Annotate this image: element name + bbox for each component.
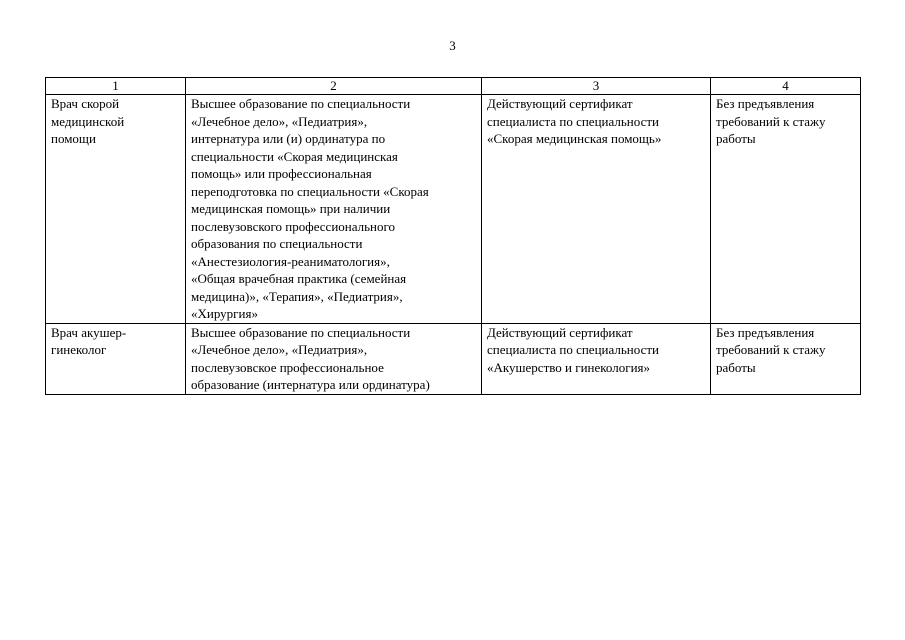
experience-cell: [711, 323, 861, 394]
column-header-2: 2: [186, 78, 482, 95]
cell-text-line: специалиста по специальности: [487, 342, 659, 357]
cell-text-line: «Скорая медицинская помощь»: [487, 131, 662, 146]
position-cell: [46, 95, 186, 324]
position-cell: [46, 323, 186, 394]
cell-text-line: образование (интернатура или ординатура): [191, 377, 430, 392]
cell-text-line: интернатура или (и) ординатура по: [191, 131, 386, 146]
certificate-cell: [482, 95, 711, 324]
table-header-row: [46, 78, 861, 95]
cell-text-line: Действующий сертификат: [487, 324, 633, 340]
cell-text-line: Врач акушер-: [51, 324, 127, 340]
table-row: [46, 323, 861, 394]
cell-text-line: Врач скорой: [51, 96, 120, 111]
cell-text-line: «Анестезиология-реаниматология»,: [191, 253, 390, 269]
cell-text-line: «Лечебное дело», «Педиатрия»,: [191, 342, 368, 357]
cell-text-line: Без предъявления: [716, 324, 815, 340]
cell-text-line: медицинской: [51, 113, 125, 129]
cell-text-line: требований к стажу: [716, 342, 826, 357]
cell-text-line: специальности «Скорая медицинская: [191, 148, 398, 164]
cell-text-line: послевузовского профессионального: [191, 218, 396, 234]
cell-text-line: требований к стажу: [716, 113, 826, 129]
cell-text-line: «Общая врачебная практика (семейная: [191, 271, 407, 286]
qualification-table: [45, 77, 861, 395]
cell-text-line: гинеколог: [51, 342, 107, 357]
cell-text-line: помощь» или профессиональная: [191, 166, 372, 181]
table-body: [46, 95, 861, 395]
cell-text-line: Без предъявления: [716, 96, 815, 111]
cell-text-line: Высшее образование по специальности: [191, 96, 411, 111]
column-header-1: 1: [46, 78, 186, 95]
education-cell: [186, 323, 482, 394]
cell-text-line: Высшее образование по специальности: [191, 324, 411, 340]
cell-text-line: специалиста по специальности: [487, 113, 659, 129]
cell-text-line: медицинская помощь» при наличии: [191, 201, 391, 216]
experience-cell: [711, 95, 861, 324]
cell-text-line: помощи: [51, 131, 96, 146]
cell-text-line: «Хирургия»: [191, 306, 258, 321]
cell-text-line: переподготовка по специальности «Скорая: [191, 183, 429, 199]
cell-text-line: работы: [716, 359, 756, 375]
table-row: [46, 95, 861, 324]
cell-text-line: образования по специальности: [191, 236, 363, 251]
cell-text-line: послевузовское профессиональное: [191, 359, 384, 375]
education-cell: [186, 95, 482, 324]
column-header-3: 3: [482, 78, 711, 95]
cell-text-line: «Акушерство и гинекология»: [487, 359, 651, 375]
cell-text-line: работы: [716, 131, 756, 146]
page-number: 3: [449, 38, 456, 53]
cell-text-line: медицина)», «Терапия», «Педиатрия»,: [191, 288, 403, 304]
cell-text-line: Действующий сертификат: [487, 96, 633, 111]
cell-text-line: «Лечебное дело», «Педиатрия»,: [191, 113, 368, 129]
certificate-cell: [482, 323, 711, 394]
column-header-4: 4: [711, 78, 861, 95]
